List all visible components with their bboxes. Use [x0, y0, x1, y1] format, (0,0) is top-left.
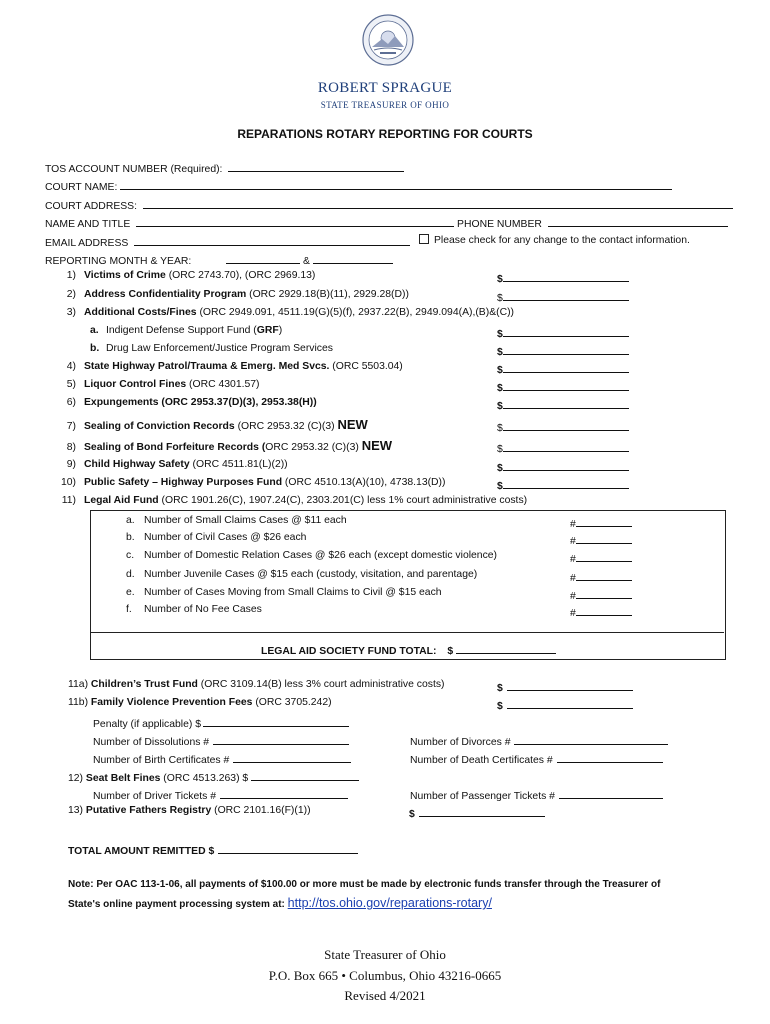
item-number: 11a): [68, 679, 89, 690]
item-title: Seat Belt Fines: [85, 773, 161, 784]
item-title: Address Confidentiality Program: [84, 289, 247, 300]
death-input[interactable]: [557, 751, 663, 763]
item-row: [56, 307, 514, 318]
legal-aid-divider: [90, 632, 724, 633]
amount-field[interactable]: [497, 397, 629, 412]
item-reference: ORC 2953.32 (C)(3): [265, 442, 362, 453]
dollar-sign: $: [497, 274, 503, 285]
tos-account-input[interactable]: [228, 160, 404, 172]
item-number: 9): [66, 459, 76, 470]
email-label: EMAIL ADDRESS: [45, 238, 129, 249]
email-field[interactable]: [45, 234, 410, 249]
amount-field[interactable]: [497, 419, 629, 434]
item-row: [56, 438, 392, 453]
count-sign: #: [570, 573, 576, 584]
amount-field[interactable]: [497, 379, 629, 394]
legal-aid-row: [126, 587, 442, 598]
amount-field[interactable]: [497, 343, 629, 358]
amount-input[interactable]: [503, 361, 629, 373]
dollar-sign: $: [497, 293, 503, 304]
item-row: [56, 361, 403, 372]
treasurer-title: STATE TREASURER OF OHIO: [320, 100, 450, 110]
legal-aid-total-label: LEGAL AID SOCIETY FUND TOTAL:: [261, 646, 437, 657]
item-row-11b: [68, 697, 332, 708]
item-reference: (ORC 2949.091, 4511.19(G)(5)(f), 2937.22(B), 2949.094(A),(B)&(C)): [196, 307, 515, 318]
passenger-label: Number of Passenger Tickets #: [410, 791, 555, 802]
reporting-month-field[interactable]: [45, 252, 393, 267]
amount-input[interactable]: [507, 697, 633, 709]
count-input[interactable]: [576, 587, 632, 599]
amount-input[interactable]: [503, 477, 629, 489]
email-input[interactable]: [134, 234, 410, 246]
amount-input[interactable]: [503, 379, 629, 391]
item-reference: (ORC 4513.263) $: [160, 773, 249, 784]
legal-aid-row: [126, 515, 347, 526]
ohio-treasurer-seal-icon: [362, 14, 414, 66]
item-reference: (ORC 4301.57): [186, 379, 260, 390]
dollar-sign: $: [497, 365, 503, 376]
court-name-input[interactable]: [120, 178, 672, 190]
amount-field[interactable]: [497, 270, 629, 285]
total-remitted-label: TOTAL AMOUNT REMITTED $: [68, 846, 215, 857]
footer-revised: Revised 4/2021: [344, 988, 426, 1003]
legal-aid-text: Number of Cases Moving from Small Claims to Civil @ $15 each: [144, 587, 442, 598]
item-title: Public Safety – Highway Purposes Fund: [84, 477, 283, 488]
subitem-bold: GRF: [256, 325, 279, 336]
item-title: Family Violence Prevention Fees: [90, 697, 253, 708]
dissolutions-input[interactable]: [213, 733, 349, 745]
court-address-input[interactable]: [143, 197, 733, 209]
subitem-text: Indigent Defense Support Fund (: [106, 325, 257, 336]
item-row: [56, 289, 409, 300]
count-field[interactable]: [570, 550, 632, 565]
death-label: Number of Death Certificates #: [410, 755, 553, 766]
legal-aid-letter: c.: [126, 550, 135, 561]
amount-input[interactable]: [503, 289, 629, 301]
total-remitted-input[interactable]: [218, 842, 358, 854]
item-title: Child Highway Safety: [84, 459, 190, 470]
item-row: [56, 477, 445, 488]
item-title: State Highway Patrol/Trauma & Emerg. Med Svcs.: [84, 361, 330, 372]
count-field[interactable]: [570, 587, 632, 602]
item-reference: (ORC 1901.26(C), 1907.24(C), 2303.201(C) less 1% court administrative costs): [158, 495, 528, 506]
item-row-11a: [68, 679, 445, 690]
reporting-month-input[interactable]: [226, 252, 300, 264]
name-title-label: NAME AND TITLE: [45, 219, 131, 230]
reporting-year-input[interactable]: [313, 252, 393, 264]
amount-input[interactable]: [251, 769, 359, 781]
subitem-tail: ): [278, 325, 283, 336]
amount-field[interactable]: [497, 325, 629, 340]
item-number: 11): [61, 495, 76, 506]
amount-input[interactable]: [503, 343, 629, 355]
legal-aid-text: Number Juvenile Cases @ $15 each (custody, visitation, and parentage): [144, 569, 478, 580]
divorces-input[interactable]: [514, 733, 668, 745]
tos-account-field[interactable]: [45, 160, 404, 175]
divorces-label: Number of Divorces #: [410, 737, 511, 748]
item-title: Sealing of Conviction Records: [84, 421, 235, 432]
legal-aid-letter: d.: [126, 569, 135, 580]
passenger-input[interactable]: [559, 787, 663, 799]
item-reference: (ORC 2743.70), (ORC 2969.13): [165, 270, 316, 281]
amount-input[interactable]: [503, 459, 629, 471]
legal-aid-row: [126, 569, 477, 580]
dollar-sign: $: [447, 646, 454, 657]
dollar-sign: $: [409, 809, 415, 820]
count-sign: #: [570, 536, 576, 547]
divorces-field[interactable]: [410, 733, 668, 748]
amount-input[interactable]: [503, 270, 629, 282]
item-title: Putative Fathers Registry: [85, 805, 212, 816]
legal-aid-letter: a.: [126, 515, 135, 526]
tos-account-label: TOS ACCOUNT NUMBER (Required):: [45, 164, 223, 175]
count-field[interactable]: [570, 532, 632, 547]
item-number: 3): [66, 307, 76, 318]
driver-label: Number of Driver Tickets #: [93, 791, 216, 802]
count-input[interactable]: [576, 550, 632, 562]
amount-field[interactable]: [497, 361, 629, 376]
amount-field[interactable]: [497, 289, 629, 304]
item-row: [56, 397, 317, 408]
treasurer-name: ROBERT SPRAGUE: [317, 80, 453, 96]
note-line-2: [68, 896, 492, 910]
legal-aid-letter: b.: [126, 532, 135, 543]
reporting-ampersand: &: [303, 256, 310, 267]
legal-aid-letter: e.: [126, 587, 135, 598]
item-title: Victims of Crime: [84, 270, 166, 281]
court-address-label: COURT ADDRESS:: [45, 201, 137, 212]
penalty-field[interactable]: [93, 715, 349, 730]
phone-label: PHONE NUMBER: [457, 219, 542, 230]
amount-input[interactable]: [503, 419, 629, 431]
item-number: 8): [66, 442, 76, 453]
new-tag: NEW: [337, 417, 368, 432]
item-row: [56, 270, 315, 281]
birth-label: Number of Birth Certificates #: [93, 755, 230, 766]
dollar-sign: $: [497, 481, 503, 492]
total-remitted-field[interactable]: [68, 842, 358, 857]
item-number: 4): [66, 361, 76, 372]
amount-field[interactable]: [497, 440, 629, 455]
count-field[interactable]: [570, 604, 632, 619]
count-input[interactable]: [576, 604, 632, 616]
subitem-row: [90, 343, 333, 354]
item-number: 2): [66, 289, 76, 300]
item-title: Additional Costs/Fines: [84, 307, 197, 318]
legal-aid-letter: f.: [126, 604, 132, 615]
court-name-label: COURT NAME:: [45, 182, 118, 193]
item-row: [56, 495, 527, 506]
dollar-sign: $: [497, 683, 503, 694]
change-checkbox-row[interactable]: [419, 234, 690, 246]
item-title: Legal Aid Fund: [84, 495, 159, 506]
legal-aid-text: Number of No Fee Cases: [144, 604, 262, 615]
footer-address: P.O. Box 665 • Columbus, Ohio 43216-0665: [268, 968, 502, 983]
amount-field[interactable]: [497, 459, 629, 474]
legal-aid-row: [126, 550, 497, 561]
count-sign: #: [570, 554, 576, 565]
phone-input[interactable]: [548, 215, 728, 227]
item-title: Expungements (ORC 2953.37(D)(3), 2953.38(H)): [84, 397, 317, 408]
item-row-12: [68, 769, 359, 784]
amount-input[interactable]: [503, 397, 629, 409]
count-input[interactable]: [576, 515, 632, 527]
birth-input[interactable]: [233, 751, 351, 763]
penalty-input[interactable]: [203, 715, 349, 727]
legal-aid-text: Number of Small Claims Cases @ $11 each: [144, 515, 347, 526]
item-title: Liquor Control Fines: [84, 379, 187, 390]
new-tag: NEW: [361, 438, 393, 453]
note-text: State's online payment processing system at:: [68, 899, 285, 910]
item-row-13: [68, 805, 311, 816]
amount-input[interactable]: [503, 440, 629, 452]
item-title: Children’s Trust Fund: [90, 679, 198, 690]
note-line-1: Note: Per OAC 113-1-06, all payments of $100.00 or more must be made by electronic funds transfer through the Treasurer of: [68, 879, 661, 890]
change-checkbox[interactable]: [419, 234, 429, 244]
item-row: [56, 417, 368, 432]
count-field[interactable]: [570, 569, 632, 584]
dollar-sign: $: [497, 329, 503, 340]
passenger-field[interactable]: [410, 787, 663, 802]
item-reference: (ORC 2101.16(F)(1)): [211, 805, 311, 816]
amount-input[interactable]: [507, 679, 633, 691]
item-reference: (ORC 4510.13(A)(10), 4738.13(D)): [282, 477, 446, 488]
item-reference: (ORC 3705.242): [252, 697, 332, 708]
item-number: 11b): [68, 697, 89, 708]
legal-aid-row: [126, 604, 262, 615]
amount-field[interactable]: [497, 477, 629, 492]
court-address-field[interactable]: [45, 197, 733, 212]
change-checkbox-label: Please check for any change to the contact information.: [434, 235, 690, 246]
item-number: 13): [68, 805, 84, 816]
subitem-row: [90, 325, 282, 336]
page-title: REPARATIONS ROTARY REPORTING FOR COURTS: [237, 127, 533, 141]
dissolutions-field[interactable]: [93, 733, 349, 748]
death-field[interactable]: [410, 751, 663, 766]
reparations-link[interactable]: http://tos.ohio.gov/reparations-rotary/: [287, 896, 492, 910]
dollar-sign: $: [497, 423, 503, 434]
amount-field[interactable]: [497, 679, 633, 694]
item-reference: (ORC 2953.32 (C)(3): [234, 421, 338, 432]
count-sign: #: [570, 591, 576, 602]
legal-aid-total-input[interactable]: [456, 642, 556, 654]
dollar-sign: $: [497, 401, 503, 412]
item-number: 7): [66, 421, 76, 432]
reporting-month-label: REPORTING MONTH & YEAR:: [45, 256, 192, 267]
amount-field[interactable]: [497, 697, 633, 712]
dollar-sign: $: [497, 701, 503, 712]
item-number: 5): [66, 379, 76, 390]
amount-input[interactable]: [503, 325, 629, 337]
legal-aid-text: Number of Civil Cases @ $26 each: [144, 532, 307, 543]
legal-aid-text: Number of Domestic Relation Cases @ $26 each (except domestic violence): [144, 550, 498, 561]
item-number: 1): [66, 270, 76, 281]
penalty-label: Penalty (if applicable) $: [93, 719, 202, 730]
dollar-sign: $: [497, 463, 503, 474]
birth-field[interactable]: [93, 751, 351, 766]
subitem-letter: b.: [90, 343, 100, 354]
item-reference: (ORC 4511.81(L)(2)): [189, 459, 288, 470]
court-name-field[interactable]: [45, 178, 672, 193]
item-row: [56, 379, 260, 390]
dollar-sign: $: [497, 444, 503, 455]
dollar-sign: $: [497, 347, 503, 358]
count-input[interactable]: [576, 569, 632, 581]
count-sign: #: [570, 608, 576, 619]
subitem-letter: a.: [90, 325, 99, 336]
dissolutions-label: Number of Dissolutions #: [93, 737, 210, 748]
item-number: 10): [60, 477, 76, 488]
item-number: 12): [68, 773, 84, 784]
driver-input[interactable]: [220, 787, 348, 799]
name-title-input[interactable]: [136, 215, 454, 227]
item-number: 6): [66, 397, 76, 408]
subitem-text: Drug Law Enforcement/Justice Program Services: [106, 343, 333, 354]
count-field[interactable]: [570, 515, 632, 530]
item-reference: (ORC 3109.14(B) less 3% court administrative costs): [197, 679, 445, 690]
amount-input[interactable]: [419, 805, 545, 817]
item-title: Sealing of Bond Forfeiture Records (: [84, 442, 266, 453]
item-reference: (ORC 5503.04): [329, 361, 403, 372]
item-row: [56, 459, 288, 470]
driver-field[interactable]: [93, 787, 348, 802]
count-sign: #: [570, 519, 576, 530]
amount-field[interactable]: [409, 805, 545, 820]
name-title-field[interactable]: [45, 215, 728, 230]
legal-aid-total[interactable]: [261, 642, 556, 657]
count-input[interactable]: [576, 532, 632, 544]
dollar-sign: $: [497, 383, 503, 394]
footer-org: State Treasurer of Ohio: [324, 947, 446, 962]
legal-aid-row: [126, 532, 306, 543]
item-reference: (ORC 2929.18(B)(11), 2929.28(D)): [246, 289, 409, 300]
